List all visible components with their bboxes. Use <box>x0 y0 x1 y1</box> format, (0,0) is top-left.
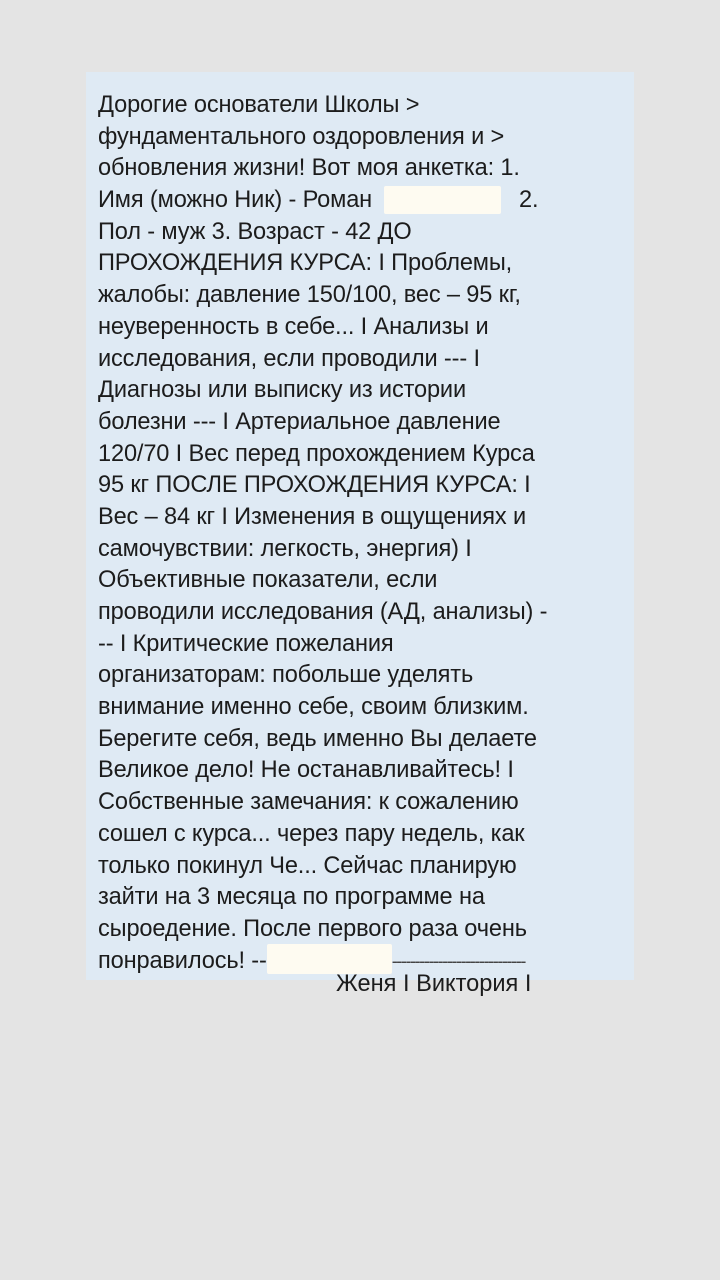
message-line: Собственные замечания: к сожалению <box>98 789 519 816</box>
message-line: 95 кг ПОСЛЕ ПРОХОЖДЕНИЯ КУРСА: I <box>98 472 531 499</box>
message-line: Дорогие основатели Школы > <box>98 92 420 118</box>
message-line: Берегите себя, ведь именно Вы делаете <box>98 725 537 752</box>
message-line-cut <box>98 971 626 998</box>
message-bubble <box>86 72 634 998</box>
message-line-text: 2. <box>519 187 539 214</box>
message-line: Диагнозы или выписку из истории <box>98 377 466 404</box>
message-line: только покинул Че... Сейчас планирую <box>98 852 517 879</box>
message-line: сошел с курса... через пару недель, как <box>98 820 525 847</box>
message-line: неуверенность в себе... I Анализы и <box>98 313 489 340</box>
message-line: ПРОХОЖДЕНИЯ КУРСА: I Проблемы, <box>98 250 513 277</box>
message-line: Пол - муж 3. Возраст - 42 ДО <box>98 218 412 245</box>
message-line: исследования, если проводили --- I <box>98 345 480 372</box>
redaction-block <box>384 186 501 214</box>
message-line: болезни --- I Артериальное давление <box>98 408 501 435</box>
message-line: -- I Критические пожелания <box>98 630 394 657</box>
message-line: зайти на 3 месяца по программе на <box>98 884 485 911</box>
message-line: Великое дело! Не останавливайтесь! I <box>98 757 514 784</box>
message-line: внимание именно себе, своим близким. <box>98 694 529 721</box>
message-line: Объективные показатели, если <box>98 567 438 594</box>
message-line-text: понравилось! -- <box>98 947 267 974</box>
message-line-text: Имя (можно Ник) - Роман <box>98 187 373 214</box>
message-line: сыроедение. После первого раза очень <box>98 915 527 942</box>
dash-separator: ----------------------------- <box>391 950 525 971</box>
message-text <box>98 90 626 998</box>
message-line: жалобы: давление 150/100, вес – 95 кг, <box>98 282 521 309</box>
message-line: Вес – 84 кг I Изменения в ощущениях и <box>98 503 527 530</box>
redaction-block <box>267 944 392 974</box>
message-line: 120/70 I Вес перед прохождением Курса <box>98 440 535 467</box>
message-line-text: Женя I Виктория I <box>336 971 532 998</box>
message-line: фундаментального оздоровления и > <box>98 123 505 150</box>
message-line: самочувствии: легкость, энергия) I <box>98 535 472 562</box>
message-line: проводили исследования (АД, анализы) - <box>98 599 548 625</box>
message-line <box>98 185 626 217</box>
message-line: организаторам: побольше уделять <box>98 662 474 689</box>
message-line: обновления жизни! Вот моя анкетка: 1. <box>98 155 520 182</box>
